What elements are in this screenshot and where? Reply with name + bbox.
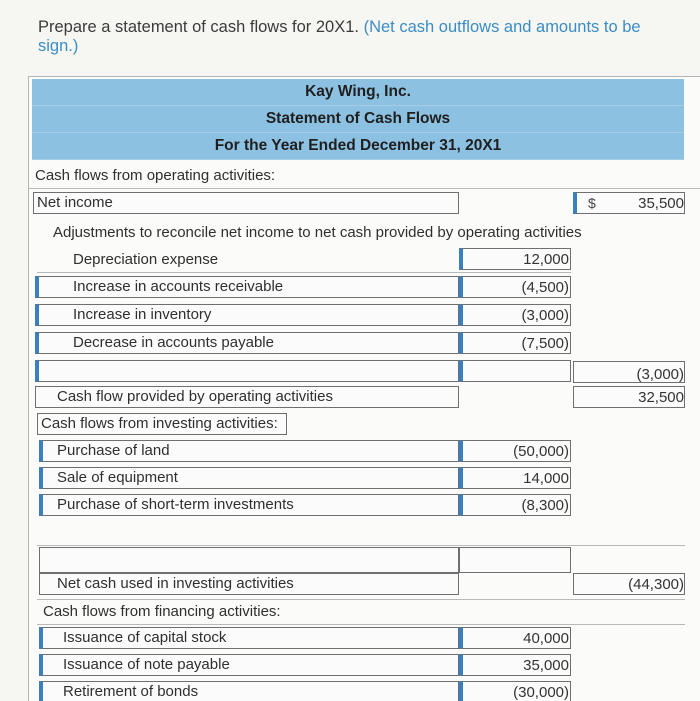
net-income-label: Net income: [37, 194, 113, 211]
operating-item-value: 12,000: [523, 251, 569, 268]
investing-total-value: (44,300): [628, 576, 684, 593]
financing-item-label: Issuance of capital stock: [63, 629, 227, 646]
operating-item-label: Increase in inventory: [73, 306, 212, 323]
operating-item-value: (4,500): [521, 279, 569, 296]
operating-item-row: [29, 275, 700, 301]
financing-item-label: Issuance of note payable: [63, 656, 230, 673]
operating-item-row: [29, 303, 700, 329]
operating-item-value: (3,000): [521, 307, 569, 324]
operating-item-value: (7,500): [521, 335, 569, 352]
net-income-dollar: $: [588, 195, 596, 211]
cash-flow-worksheet: [28, 76, 700, 701]
operating-heading: Cash flows from operating activities:: [35, 167, 276, 184]
operating-blank-label-field[interactable]: [35, 360, 459, 382]
instructions-note: (Net cash outflows and amounts to be: [363, 18, 641, 36]
operating-item-row: [29, 247, 700, 273]
financing-heading-row: [29, 599, 700, 625]
operating-item-label: Increase in accounts receivable: [73, 278, 284, 295]
operating-item-label: Depreciation expense: [73, 251, 219, 268]
operating-heading-row: [29, 163, 700, 189]
statement-period: For the Year Ended December 31, 20X1: [32, 133, 684, 160]
financing-item-value: 40,000: [523, 630, 569, 647]
company-name: Kay Wing, Inc.: [32, 79, 684, 106]
operating-item-label: Decrease in accounts payable: [73, 334, 274, 351]
financing-item-row: [29, 680, 700, 701]
investing-total-label: Net cash used in investing activities: [57, 575, 294, 592]
investing-total-row: [29, 572, 700, 598]
net-income-value: 35,500: [638, 195, 684, 212]
adjustments-row: [29, 220, 700, 246]
financing-item-label: Retirement of bonds: [63, 683, 199, 700]
investing-item-row: [29, 466, 700, 492]
financing-heading: Cash flows from financing activities:: [43, 603, 281, 620]
investing-blank-amount-field[interactable]: [459, 547, 571, 573]
operating-item-row: [29, 331, 700, 357]
investing-item-value: (50,000): [513, 443, 569, 460]
investing-item-row: [29, 493, 700, 519]
investing-item-label: Sale of equipment: [57, 469, 178, 486]
adjustments-total-value: (3,000): [636, 366, 684, 383]
operating-blank-row: [29, 359, 700, 385]
instructions-note-cont: sign.): [38, 37, 79, 55]
operating-total-row: [29, 385, 700, 411]
investing-item-label: Purchase of land: [57, 442, 170, 459]
operating-total-label: Cash flow provided by operating activities: [57, 388, 333, 405]
instructions-text: Prepare a statement of cash flows for 20X1.: [38, 18, 364, 36]
financing-item-value: 35,000: [523, 657, 569, 674]
instructions: [38, 18, 700, 56]
operating-total-value: 32,500: [638, 389, 684, 406]
investing-blank-label-field[interactable]: [39, 547, 459, 573]
investing-heading-row: [29, 412, 700, 438]
investing-item-row: [29, 439, 700, 465]
financing-item-value: (30,000): [513, 684, 569, 701]
net-income-row: [29, 191, 700, 217]
investing-item-label: Purchase of short-term investments: [57, 496, 294, 513]
statement-title: Statement of Cash Flows: [32, 106, 684, 133]
financing-item-row: [29, 626, 700, 652]
adjustments-label: Adjustments to reconcile net income to net cash provided by operating activities: [53, 224, 582, 241]
investing-blank-row: [29, 546, 700, 572]
financing-item-row: [29, 653, 700, 679]
investing-item-value: 14,000: [523, 470, 569, 487]
investing-blank-row: [29, 520, 700, 546]
operating-blank-amount-field[interactable]: [459, 360, 571, 382]
investing-heading: Cash flows from investing activities:: [41, 415, 278, 432]
investing-item-value: (8,300): [521, 497, 569, 514]
